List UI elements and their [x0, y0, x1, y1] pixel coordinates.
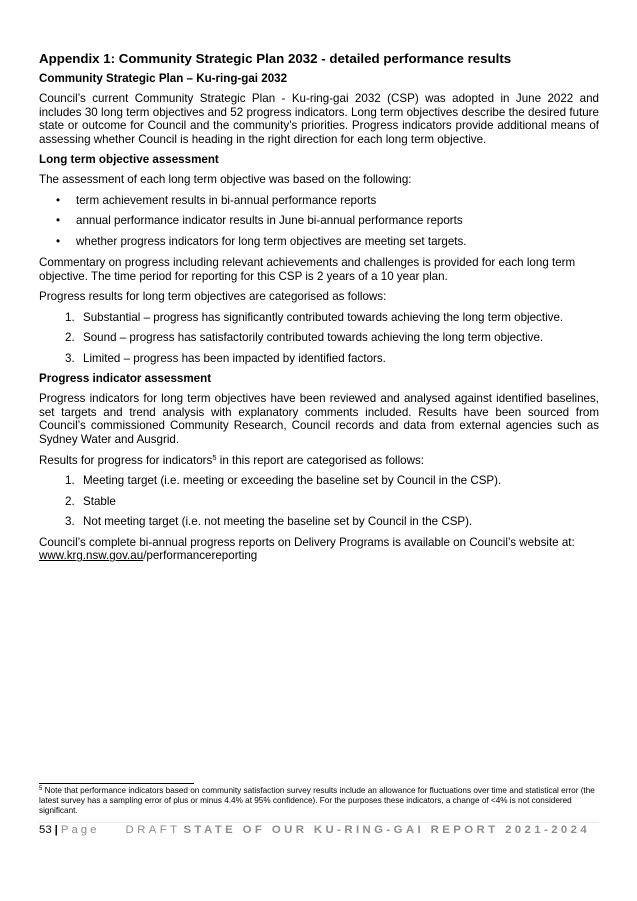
pi-results-lead: Results for progress for indicators$^5$ in this report are categorised as follows: — [39, 452, 425, 467]
footer-draft-label: DRAFT — [125, 824, 181, 836]
list-item: • whether progress indicators for long term objectives are meeting set targets. — [56, 234, 467, 248]
section-heading-csp: Community Strategic Plan – Ku-ring-gai 2032 — [39, 72, 288, 85]
list-item: 1. Meeting target (i.e. meeting or exceeding the baseline set by Council in the CSP). — [65, 474, 502, 488]
lto-commentary-paragraph: Commentary on progress including relevant achievements and challenges is provided for each long term objective. The time period for reporting for this CSP is 2 years of a 10 year plan. — [39, 255, 576, 283]
pi-numbered-list — [39, 474, 599, 529]
intro-paragraph: Council’s current Community Strategic Plan - Ku-ring-gai 2032 (CSP) was adopted in June 2022 and includes 30 long term objectives and 52 progress indicators. Long term objectives describe the desired future state or outcome for Council and the community’s priorities. Progress indicators provide additional means of assessing whether Council is heading in the right direction for each long term objective. — [39, 92, 599, 146]
footnote-mark: 5 — [39, 786, 43, 792]
lto-bullet-list — [39, 194, 599, 249]
list-item: 2. Stable — [65, 494, 116, 508]
closing-paragraph: Council’s complete bi-annual progress reports on Delivery Programs is available on Council’s website at: www.krg.nsw.gov.au/performancereporting — [39, 535, 575, 563]
lto-lead-paragraph: The assessment of each long term objective was based on the following: — [39, 173, 412, 187]
performance-reporting-link-path: /performancereporting — [143, 549, 258, 563]
list-item: • term achievement results in bi-annual performance reports — [56, 193, 377, 207]
footnote-divider — [39, 783, 194, 784]
bullet-icon: • — [56, 214, 61, 228]
pi-body-paragraph: Progress indicators for long term objectives have been reviewed and analysed against identified baselines, set targets and trend analysis with explanatory comments included. Results have been sourced from Council’s commissioned Community Research, Council records and data from external agencies such as Sydney Water and Ausgrid. — [39, 392, 599, 447]
footer-page-word: Page — [60, 824, 100, 836]
footnote-reference[interactable]: 5 — [212, 452, 217, 462]
lto-numbered-list — [39, 311, 599, 366]
list-item: 1. Substantial – progress has significantly contributed towards achieving the long term objective. — [65, 310, 564, 324]
section-heading-pi: Progress indicator assessment — [39, 372, 212, 386]
performance-reporting-link[interactable]: www.krg.nsw.gov.au — [39, 549, 144, 563]
page-footer — [39, 823, 599, 837]
list-item: • annual performance indicator results in June bi-annual performance reports — [56, 214, 463, 228]
bullet-icon: • — [56, 193, 61, 207]
page-number: 53 — [39, 824, 52, 836]
lto-categorised-lead: Progress results for long term objectives are categorised as follows: — [39, 290, 387, 304]
section-heading-lto: Long term objective assessment — [39, 153, 219, 167]
list-item: 2. Sound – progress has satisfactorily contributed towards achieving the long term objective. — [65, 331, 544, 345]
footnote: $^5$ Note that performance indicators based on community satisfaction survey results include an allowance for fluctuations over time and statistical error (the latest survey has a sampling error of plus or minus 4.4% at 95% confidence). For the purposes these indicators, a change of <4% is not considered significant. — [39, 786, 595, 816]
list-item: 3. Not meeting target (i.e. not meeting the baseline set by Council in the CSP). — [65, 515, 473, 529]
page-body — [39, 51, 599, 570]
bullet-icon: • — [56, 234, 61, 248]
footer-separator: | — [54, 824, 58, 836]
footer-report-title: STATE OF OUR KU-RING-GAI REPORT 2021-2024 — [183, 824, 591, 836]
list-item: 3. Limited – progress has been impacted by identified factors. — [65, 351, 386, 365]
page-title: Appendix 1: Community Strategic Plan 2032 - detailed performance results — [39, 51, 512, 66]
